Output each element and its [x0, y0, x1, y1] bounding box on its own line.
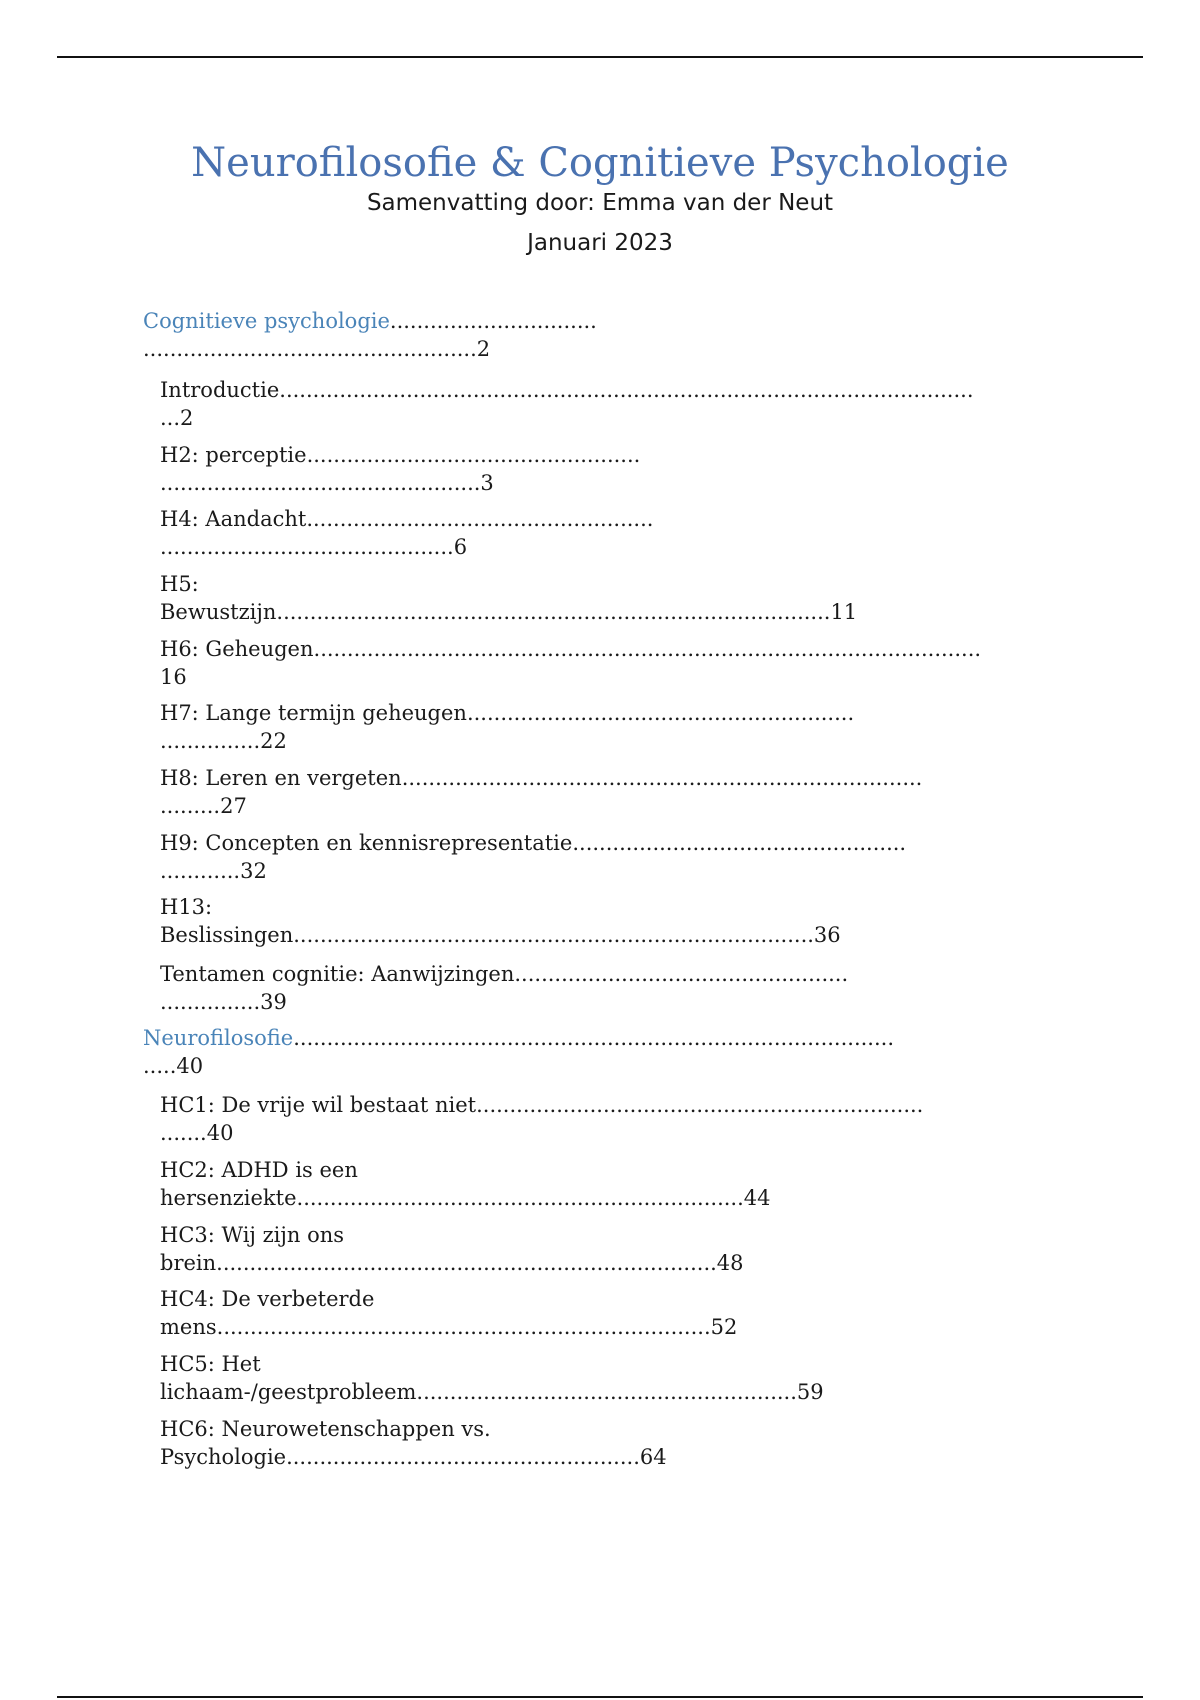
document-subtitle: Samenvatting door: Emma van der Neut [366, 190, 834, 216]
toc-entry-h9[interactable]: H9: Concepten en kennisrepresentatie.................................................. ............32 [160, 831, 907, 883]
toc-section-label: Neurofilosofie [143, 1026, 294, 1050]
toc-section-cognitieve-psychologie[interactable]: Cognitieve psychologie............................... ..................................................2 [143, 309, 597, 361]
footer-rule [57, 1696, 1143, 1698]
toc-entry-h2[interactable]: H2: perceptie.................................................. ................................................3 [160, 443, 641, 495]
toc-entry-h7[interactable]: H7: Lange termijn geheugen.......................................................... ...............22 [160, 701, 855, 753]
toc-entry-hc3[interactable]: HC3: Wij zijn ons brein...........................................................................48 [160, 1223, 744, 1275]
toc-section-label: Cognitieve psychologie [143, 309, 390, 333]
toc-entry-h5[interactable]: H5: Bewustzijn...................................................................................11 [160, 572, 858, 624]
document-title: Neurofilosofie & Cognitieve Psychologie [191, 140, 1009, 186]
document-date: Januari 2023 [527, 230, 673, 256]
toc-entry-hc6[interactable]: HC6: Neurowetenschappen vs. Psychologie.....................................................64 [160, 1417, 667, 1469]
toc-entry-hc5[interactable]: HC5: Het lichaam-/geestprobleem.........................................................59 [160, 1352, 824, 1404]
toc-entry-h6[interactable]: H6: Geheugen.................................................................................................... 16 [160, 637, 982, 689]
toc-entry-tentamen[interactable]: Tentamen cognitie: Aanwijzingen.................................................. ...............39 [160, 962, 849, 1014]
toc-entry-h13[interactable]: H13: Beslissingen..............................................................................36 [160, 895, 841, 947]
toc-entry-introductie[interactable]: Introductie........................................................................................................ ...2 [160, 378, 974, 430]
toc-section-neurofilosofie[interactable]: Neurofilosofie.......................................................................................... .....40 [143, 1026, 895, 1078]
header-rule [57, 56, 1143, 58]
toc-entry-h4[interactable]: H4: Aandacht.................................................... ............................................6 [160, 507, 654, 559]
toc-entry-hc2[interactable]: HC2: ADHD is een hersenziekte...................................................................44 [160, 1158, 771, 1210]
toc-entry-hc4[interactable]: HC4: De verbeterde mens..........................................................................52 [160, 1287, 738, 1339]
toc-entry-hc1[interactable]: HC1: De vrije wil bestaat niet................................................................... .......40 [160, 1093, 924, 1145]
toc-entry-h8[interactable]: H8: Leren en vergeten.............................................................................. .........27 [160, 766, 923, 818]
